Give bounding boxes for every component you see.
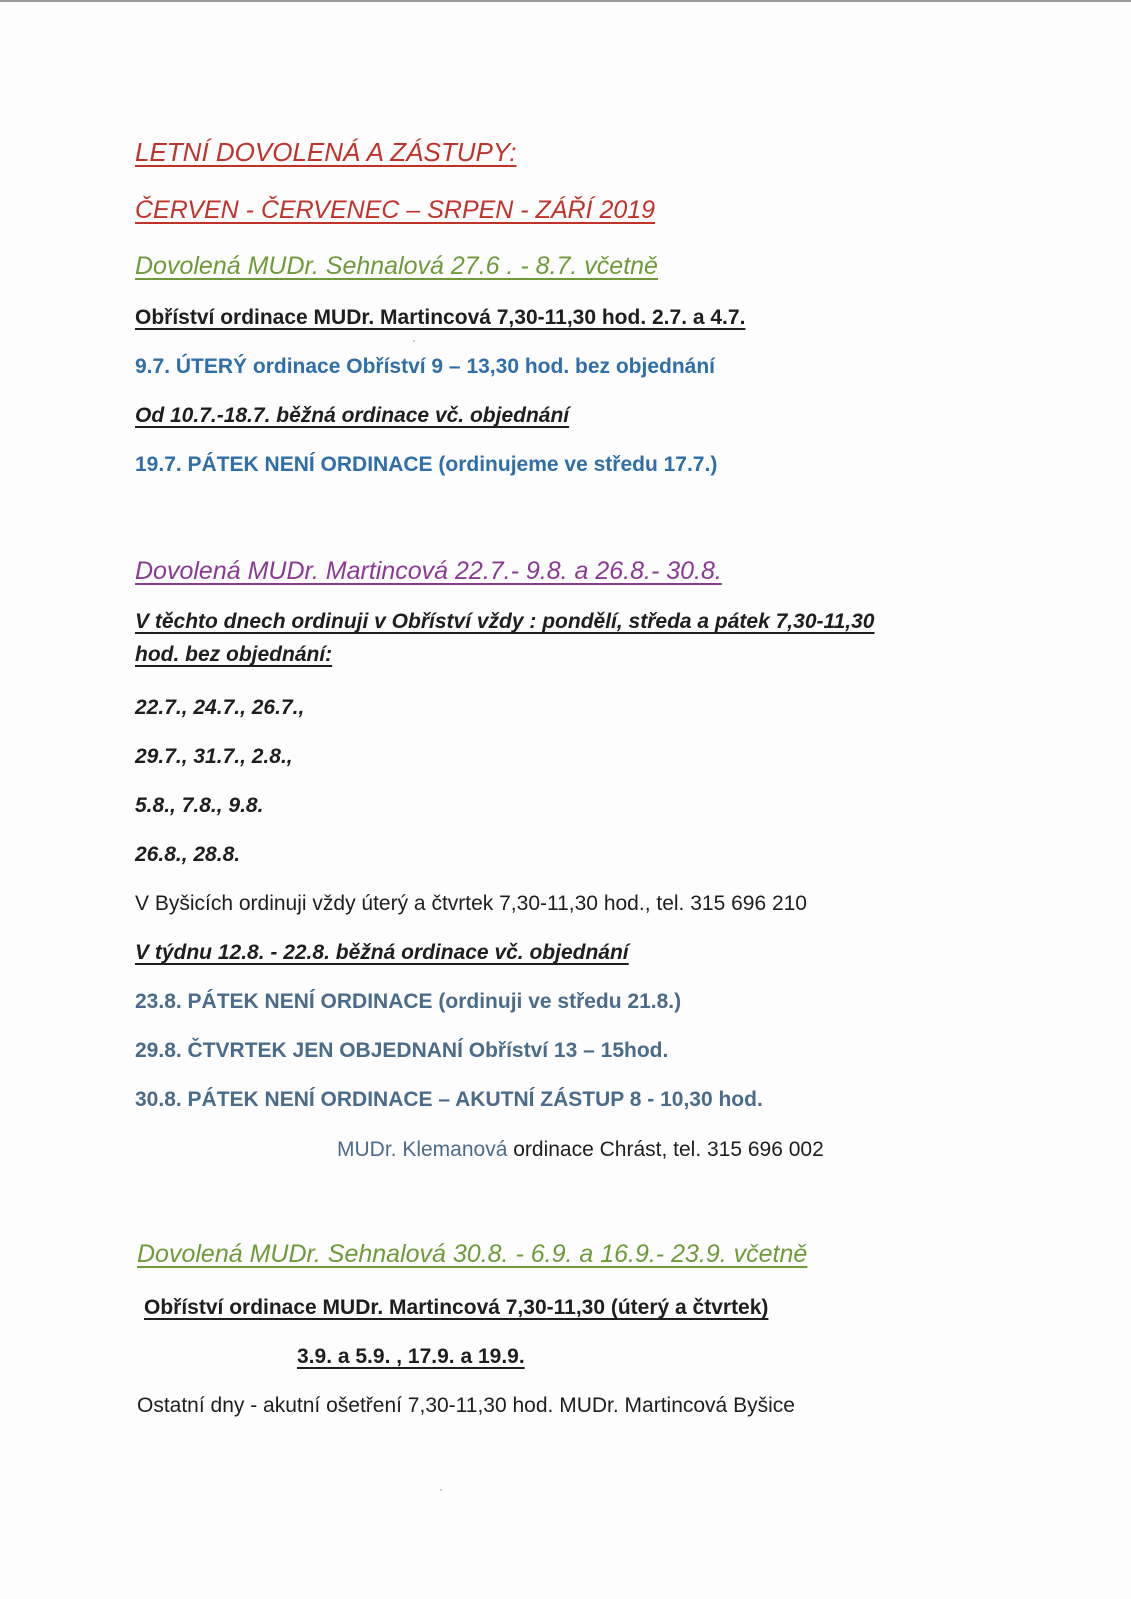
bysice-line: V Byšicích ordinuji vždy úterý a čtvrtek 7,30-11,30 hod., tel. 315 696 210 [135,892,807,915]
date-29-8-line: 29.8. ČTVRTEK JEN OBJEDNANÍ Obříství 13 – 15hod. [135,1039,669,1062]
vacation-sehnalova-1-heading: Dovolená MUDr. Sehnalová 27.6 . - 8.7. včetně [135,252,658,280]
vac3-line-dates: 3.9. a 5.9. , 17.9. a 19.9. [297,1345,525,1368]
date-30-8-line: 30.8. PÁTEK NENÍ ORDINACE – AKUTNÍ ZÁSTUP 8 - 10,30 hod. [135,1088,763,1111]
vacation-sehnalova-2-heading: Dovolená MUDr. Sehnalová 30.8. - 6.9. a 16.9.- 23.9. včetně [137,1240,808,1268]
dates-row-4: 26.8., 28.8. [135,843,241,866]
vac3-line-obristvi: Obříství ordinace MUDr. Martincová 7,30-11,30 (úterý a čtvrtek) [144,1296,769,1319]
other-days-line: Ostatní dny - akutní ošetření 7,30-11,30 hod. MUDr. Martincová Byšice [137,1394,795,1417]
months-heading: ČERVEN - ČERVENEC – SRPEN - ZÁŘÍ 2019 [135,196,656,224]
klemanova-details: ordinace Chrást, tel. 315 696 002 [507,1138,824,1161]
scan-speck [413,340,415,342]
week-line: V týdnu 12.8. - 22.8. běžná ordinace vč. objednání [135,941,629,964]
scan-speck [440,1489,442,1491]
vac2-line-ordinuji-b: hod. bez objednání: [135,643,333,666]
vac1-line-obristvi: Obříství ordinace MUDr. Martincová 7,30-11,30 hod. 2.7. a 4.7. [135,306,746,329]
vac2-line-ordinuji-a: V těchto dnech ordinuji v Obříství vždy : pondělí, středa a pátek 7,30-11,30 [135,610,875,633]
vac1-line-patek: 19.7. PÁTEK NENÍ ORDINACE (ordinujeme ve středu 17.7.) [135,453,718,476]
dates-row-1: 22.7., 24.7., 26.7., [135,696,305,719]
klemanova-name: MUDr. Klemanová [337,1138,508,1161]
dates-row-3: 5.8., 7.8., 9.8. [135,794,264,817]
klemanova-line [337,1138,824,1162]
vac1-line-utery: 9.7. ÚTERÝ ordinace Obříství 9 – 13,30 hod. bez objednání [135,355,715,378]
vacation-martincova-heading: Dovolená MUDr. Martincová 22.7.- 9.8. a 26.8.- 30.8. [135,557,722,585]
document-title: LETNÍ DOVOLENÁ A ZÁSTUPY: [135,137,517,167]
date-23-8-line: 23.8. PÁTEK NENÍ ORDINACE (ordinuji ve středu 21.8.) [135,990,682,1013]
dates-row-2: 29.7., 31.7., 2.8., [135,745,293,768]
vac1-line-bezna: Od 10.7.-18.7. běžná ordinace vč. objednání [135,404,570,427]
